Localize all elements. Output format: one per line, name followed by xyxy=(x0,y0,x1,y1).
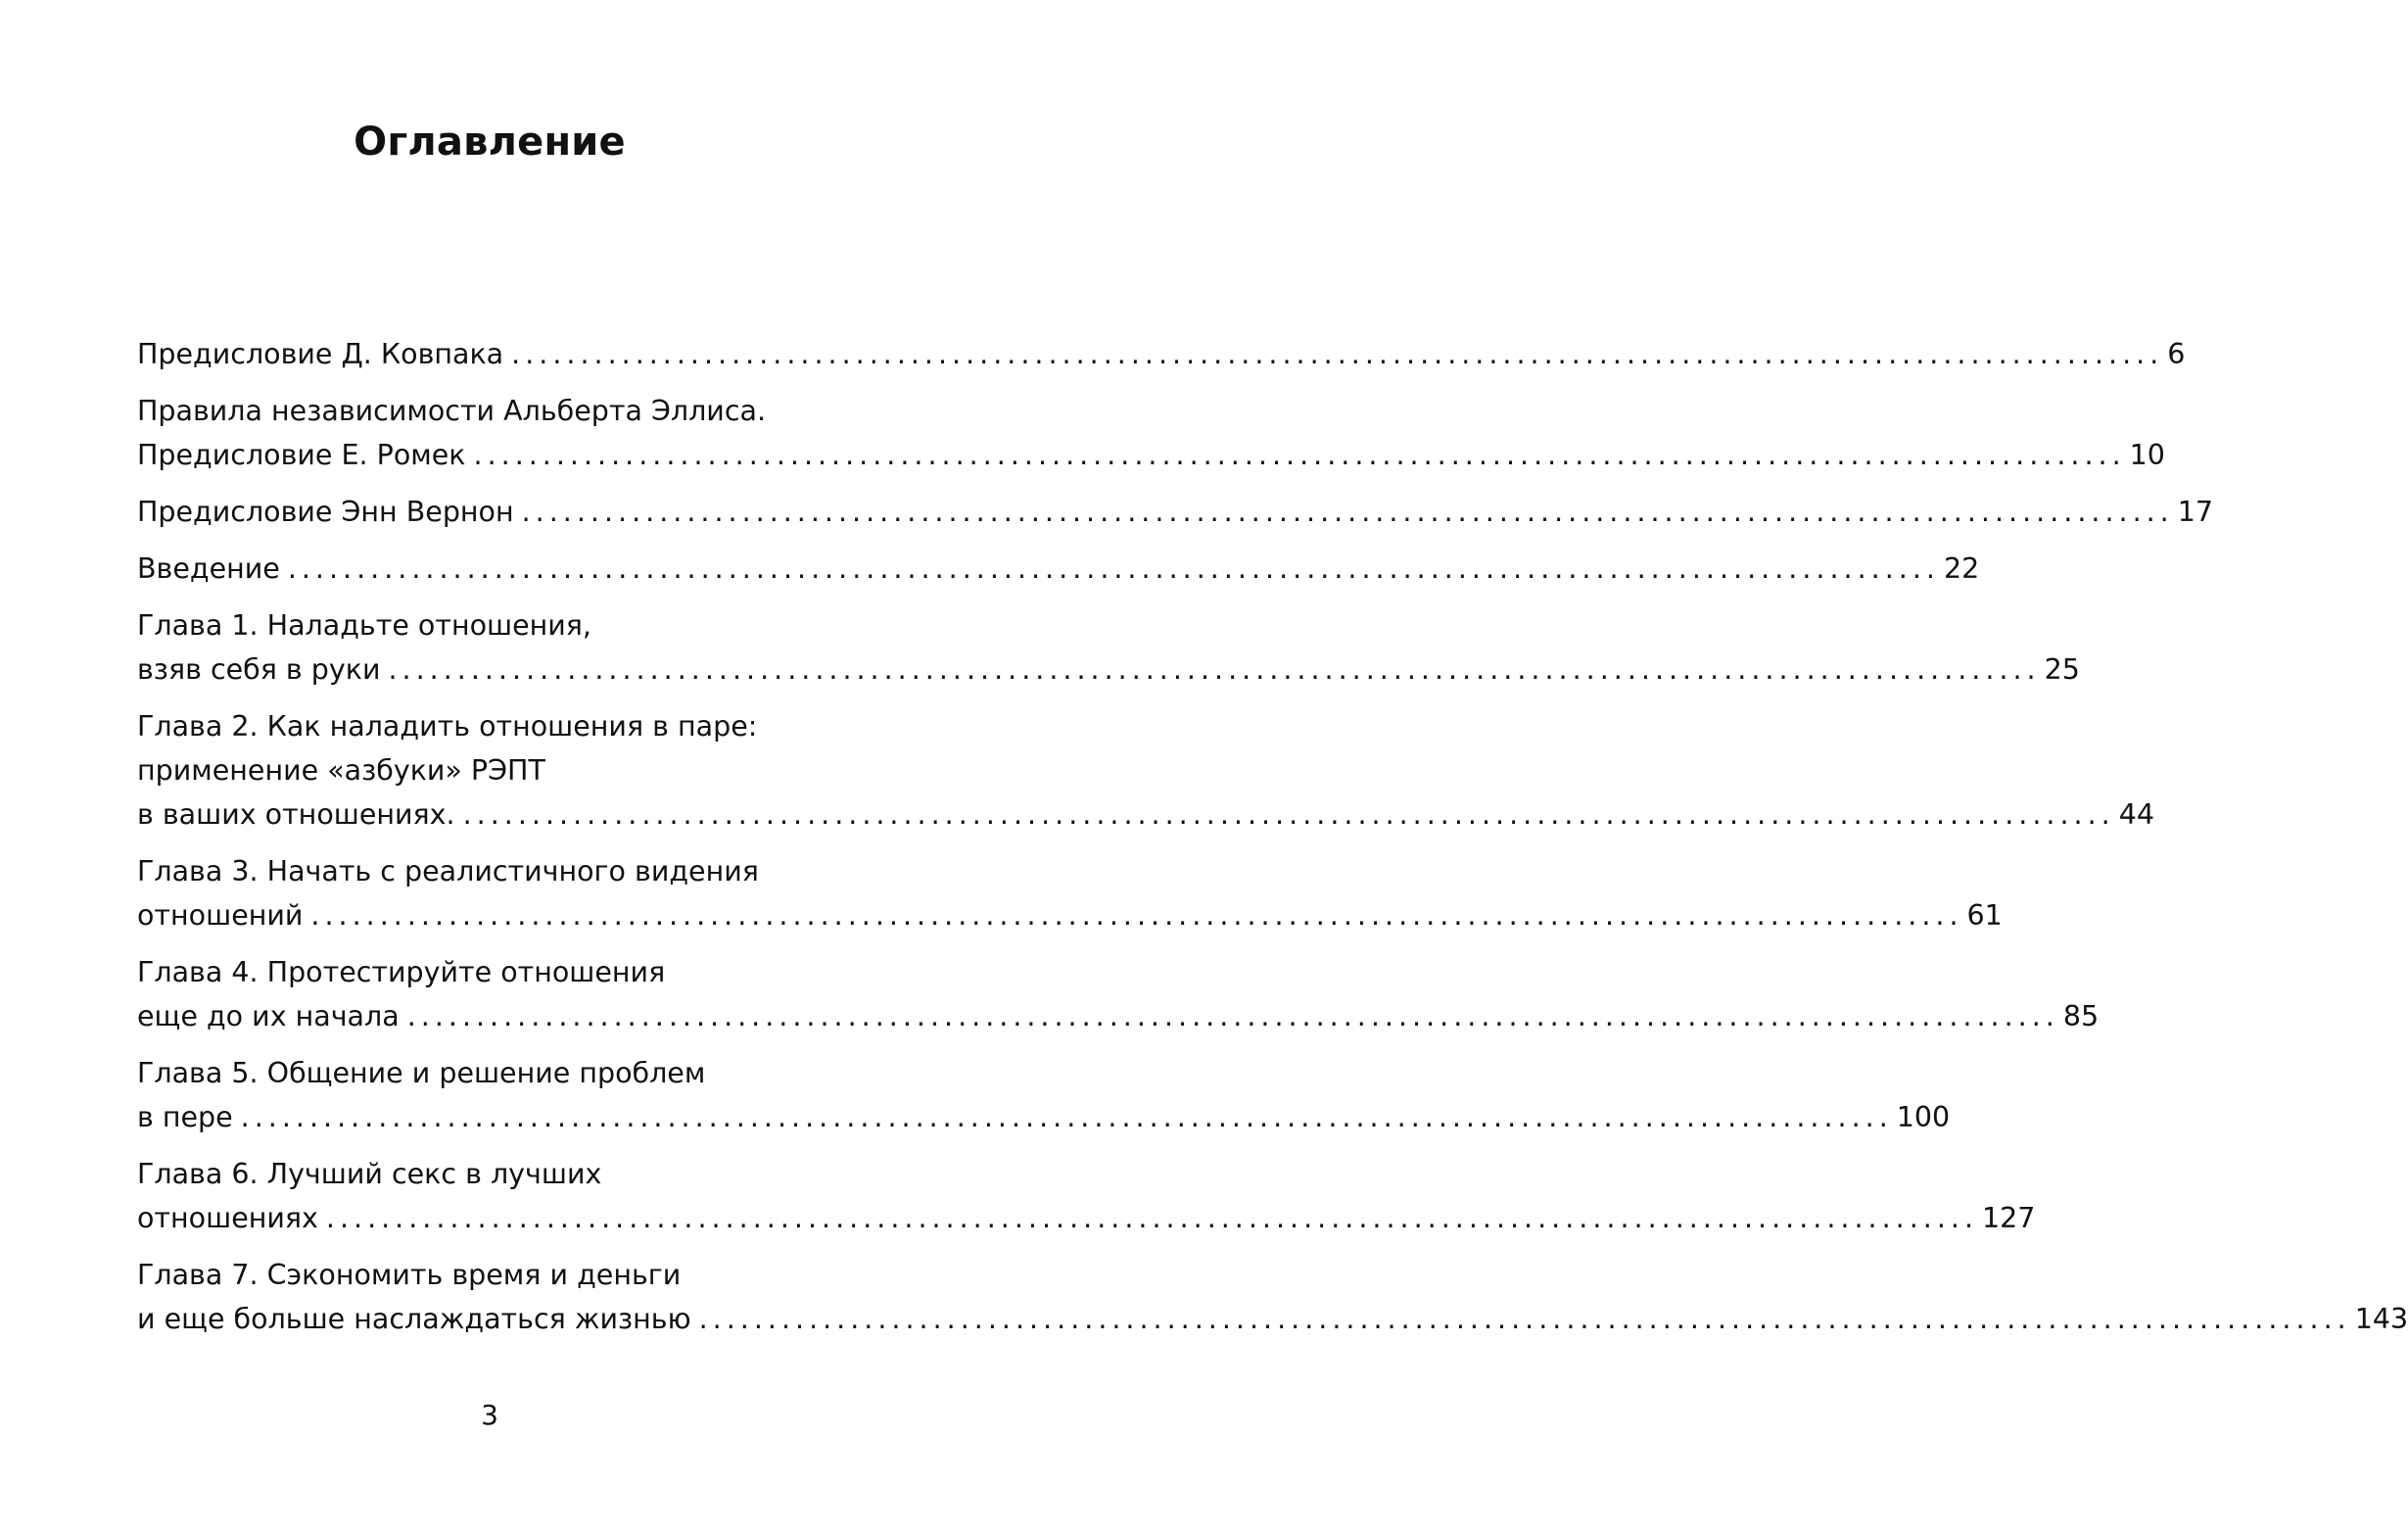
toc-entry-6[interactable] xyxy=(137,704,2154,837)
toc-page-number: 25 xyxy=(2044,653,2080,686)
toc-entry-final-line xyxy=(137,893,2003,937)
dot-leader: ........................................................................................................................ xyxy=(698,1303,2351,1335)
toc-entry-text: в пере xyxy=(137,1101,233,1133)
toc-page-number: 22 xyxy=(1943,552,1980,585)
toc-entry-7[interactable] xyxy=(137,849,2003,937)
toc-entry-final-line xyxy=(137,1196,2036,1240)
toc-entry-final-line xyxy=(137,1095,1951,1139)
toc-entry-lines xyxy=(137,704,2154,837)
toc-entry-text: Глава 5. Общение и решение проблем xyxy=(137,1057,706,1089)
toc-entry-text: Глава 2. Как наладить отношения в паре: xyxy=(137,710,758,743)
toc-entry-text: Глава 6. Лучший секс в лучших xyxy=(137,1158,602,1190)
toc-entry-final-line xyxy=(137,994,2100,1038)
toc-entry-lines xyxy=(137,849,2003,937)
toc-page-number: 61 xyxy=(1966,899,2003,932)
dot-leader: ........................................................................................................................ xyxy=(521,496,2174,528)
toc-entry-lines xyxy=(137,1152,2036,1240)
toc-entry-lines xyxy=(137,490,2214,534)
toc-entry-lines xyxy=(137,1051,1951,1139)
toc-entry-2[interactable] xyxy=(137,389,2165,477)
toc-entry-11[interactable] xyxy=(137,1253,2408,1341)
toc-entry-text: Глава 4. Протестируйте отношения xyxy=(137,956,666,988)
toc-entry-text: Глава 1. Наладьте отношения, xyxy=(137,609,591,642)
toc-page-number: 10 xyxy=(2129,439,2165,471)
toc-entry-4[interactable] xyxy=(137,547,1980,591)
toc-page-number: 127 xyxy=(1982,1202,2036,1234)
dot-leader: ........................................................................................................................ xyxy=(310,899,1963,932)
dot-leader: ........................................................................................................................ xyxy=(406,1000,2059,1032)
page-title: Оглавление xyxy=(354,120,626,165)
toc-entry-final-line xyxy=(137,332,2186,376)
toc-entry-text: Правила независимости Альберта Эллиса. xyxy=(137,395,767,427)
toc-entry-lines xyxy=(137,603,2080,692)
toc-entry-final-line xyxy=(137,433,2165,477)
toc-entry-text: Введение xyxy=(137,552,280,585)
toc-entry-10[interactable] xyxy=(137,1152,2036,1240)
dot-leader: ........................................................................................................................ xyxy=(473,439,2126,471)
toc-entry-final-line xyxy=(137,792,2154,837)
toc-entry-text: Глава 7. Сэкономить время и деньги xyxy=(137,1259,682,1291)
toc-entry-1[interactable] xyxy=(137,332,2186,376)
dot-leader: ........................................................................................................................ xyxy=(240,1101,1893,1133)
toc-entry-text: в ваших отношениях. xyxy=(137,798,455,831)
toc-entry-text: Предисловие Д. Ковпака xyxy=(137,338,504,370)
toc-entry-text: применение «азбуки» РЭПТ xyxy=(137,754,545,787)
toc-entry-final-line xyxy=(137,490,2214,534)
toc-entry-final-line xyxy=(137,547,1980,591)
toc-entry-text: Предисловие Е. Ромек xyxy=(137,439,466,471)
toc-page-number: 17 xyxy=(2177,496,2214,528)
dot-leader: ........................................................................................................................ xyxy=(388,653,2041,686)
toc-entry-text: отношений xyxy=(137,899,304,932)
toc-page-number: 44 xyxy=(2118,798,2154,831)
toc-entry-lines xyxy=(137,950,2100,1038)
toc-entry-text: еще до их начала xyxy=(137,1000,400,1032)
toc-page-number: 85 xyxy=(2062,1000,2100,1032)
page-number: 3 xyxy=(481,1399,498,1431)
toc-entry-text: взяв себя в руки xyxy=(137,653,381,686)
dot-leader: ........................................................................................................................ xyxy=(287,552,1940,585)
toc-entry-lines xyxy=(137,1253,2408,1341)
toc-entry-9[interactable] xyxy=(137,1051,1951,1139)
dot-leader: ........................................................................................................................ xyxy=(511,338,2164,370)
toc-entry-8[interactable] xyxy=(137,950,2100,1038)
toc-entry-final-line xyxy=(137,647,2080,692)
toc-page-number: 6 xyxy=(2167,338,2186,370)
toc-entry-lines xyxy=(137,389,2165,477)
toc-entry-text: и еще больше наслаждаться жизнью xyxy=(137,1303,691,1335)
toc-entry-text: Глава 3. Начать с реалистичного видения xyxy=(137,855,759,887)
toc-page-number: 143 xyxy=(2354,1303,2408,1335)
table-of-contents xyxy=(137,332,2408,1354)
toc-entry-5[interactable] xyxy=(137,603,2080,692)
toc-entry-lines xyxy=(137,332,2186,376)
dot-leader: ........................................................................................................................ xyxy=(325,1202,1979,1234)
toc-entry-3[interactable] xyxy=(137,490,2214,534)
toc-entry-text: отношениях xyxy=(137,1202,318,1234)
toc-page-number: 100 xyxy=(1896,1101,1951,1133)
toc-entry-text: Предисловие Энн Вернон xyxy=(137,496,514,528)
toc-entry-lines xyxy=(137,547,1980,591)
toc-entry-final-line xyxy=(137,1297,2408,1341)
dot-leader: ........................................................................................................................ xyxy=(462,798,2115,831)
